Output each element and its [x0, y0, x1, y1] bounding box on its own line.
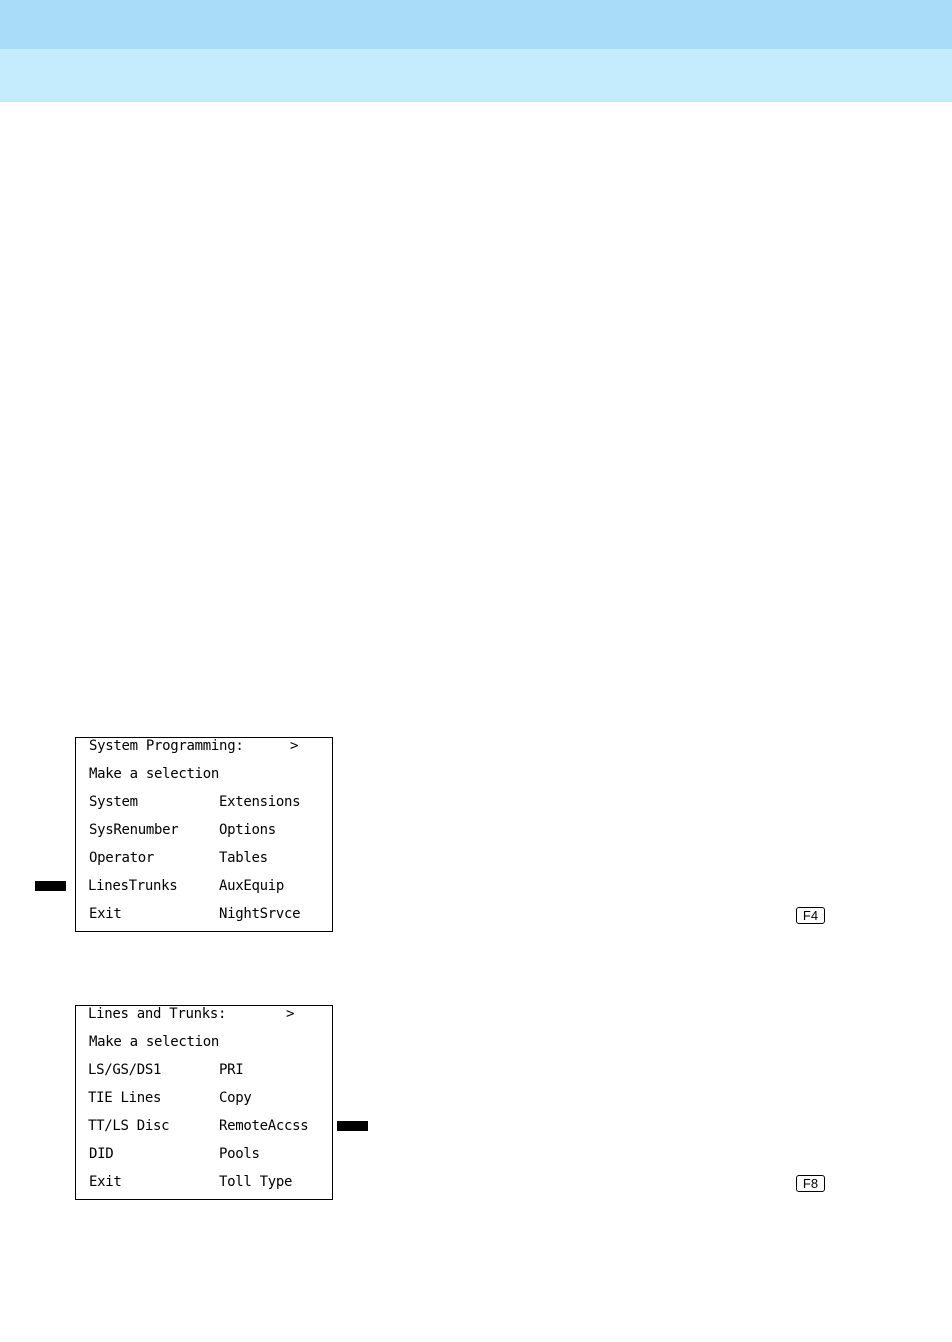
menu-item-exit[interactable]: Exit	[89, 906, 122, 922]
menu-item-tt-ls-disc[interactable]: TT/LS Disc	[88, 1118, 170, 1134]
menu-item-exit[interactable]: Exit	[89, 1174, 122, 1190]
menu-item-pools[interactable]: Pools	[219, 1146, 260, 1162]
screen-prompt: Make a selection	[89, 766, 220, 782]
screen-next-arrow[interactable]: >	[290, 738, 299, 754]
menu-item-remoteaccss[interactable]: RemoteAccss	[219, 1118, 309, 1134]
menu-item-copy[interactable]: Copy	[219, 1090, 252, 1106]
menu-item-nightsrvce[interactable]: NightSrvce	[219, 906, 301, 922]
screen-title: System Programming:	[89, 738, 244, 754]
selection-marker-linestrunks	[35, 881, 66, 891]
menu-item-extensions[interactable]: Extensions	[219, 794, 301, 810]
screen-prompt: Make a selection	[89, 1034, 220, 1050]
lines-and-trunks-screen	[75, 1005, 333, 1200]
f4-key[interactable]: F4	[796, 907, 825, 924]
menu-item-tie-lines[interactable]: TIE Lines	[88, 1090, 162, 1106]
menu-item-linestrunks[interactable]: LinesTrunks	[88, 878, 178, 894]
menu-item-auxequip[interactable]: AuxEquip	[219, 878, 285, 894]
menu-item-operator[interactable]: Operator	[89, 850, 155, 866]
menu-item-did[interactable]: DID	[89, 1146, 114, 1162]
header-band-bottom	[0, 49, 952, 102]
menu-item-tables[interactable]: Tables	[219, 850, 268, 866]
system-programming-screen	[75, 737, 333, 932]
f8-key[interactable]: F8	[796, 1175, 825, 1192]
selection-marker-remoteaccss	[337, 1121, 368, 1131]
menu-item-pri[interactable]: PRI	[219, 1062, 244, 1078]
menu-item-options[interactable]: Options	[219, 822, 276, 838]
menu-item-sysrenumber[interactable]: SysRenumber	[89, 822, 179, 838]
menu-item-toll-type[interactable]: Toll Type	[219, 1174, 293, 1190]
screen-title: Lines and Trunks:	[88, 1006, 227, 1022]
screen-next-arrow[interactable]: >	[286, 1006, 295, 1022]
menu-item-ls-gs-ds1[interactable]: LS/GS/DS1	[88, 1062, 162, 1078]
menu-item-system[interactable]: System	[89, 794, 138, 810]
header-band-top	[0, 0, 952, 49]
